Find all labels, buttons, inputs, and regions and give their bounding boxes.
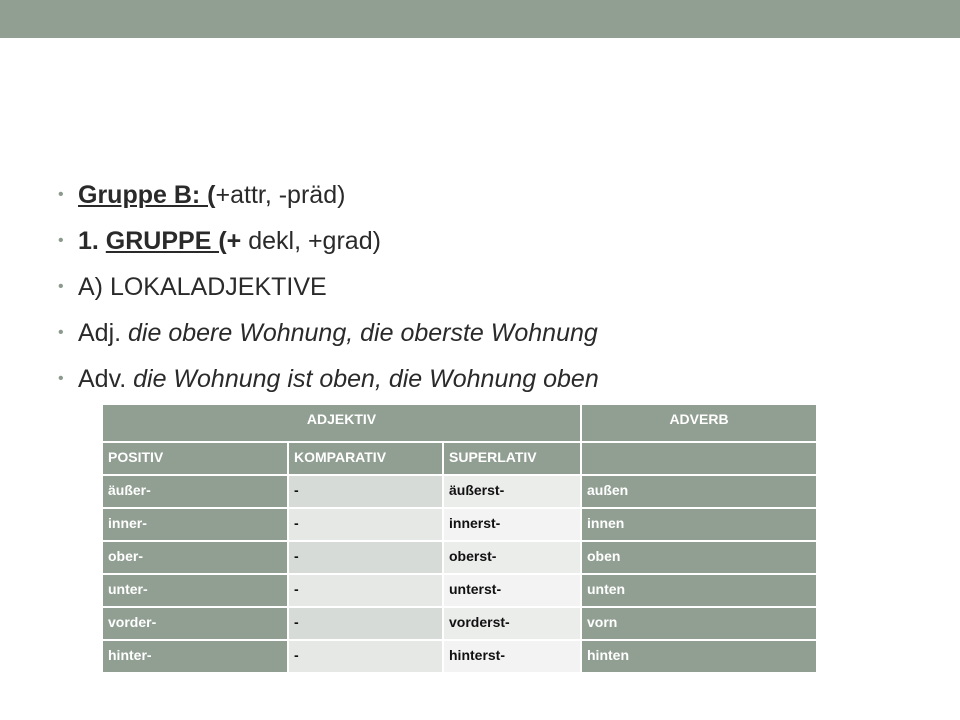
bullet-icon: • — [58, 370, 64, 387]
bullet-text: A) LOKALADJEKTIVE — [78, 273, 327, 301]
cell-komparativ: - — [288, 640, 443, 673]
cell-superlativ: hinterst- — [443, 640, 581, 673]
bullet-lead-text: Adv. — [78, 365, 134, 393]
column-header-positiv: POSITIV — [102, 442, 288, 475]
cell-komparativ: - — [288, 607, 443, 640]
cell-superlativ: innerst- — [443, 508, 581, 541]
bullet-list — [58, 172, 599, 402]
column-header-empty — [581, 442, 817, 475]
bullet-item-lokaladjektive — [58, 264, 599, 310]
table-row — [102, 607, 817, 640]
bullet-item-gruppe-b — [58, 172, 599, 218]
cell-positiv: ober- — [102, 541, 288, 574]
table-row — [102, 574, 817, 607]
cell-superlativ: vorderst- — [443, 607, 581, 640]
bullet-lead-text: Adj. — [78, 319, 129, 347]
table-row — [102, 541, 817, 574]
cell-adverb: außen — [581, 475, 817, 508]
bullet-bold-text: + — [226, 227, 249, 255]
column-header-superlativ: SUPERLATIV — [443, 442, 581, 475]
cell-komparativ: - — [288, 574, 443, 607]
bullet-example-text: die obere Wohnung, die oberste Wohnung — [128, 319, 598, 347]
cell-positiv: vorder- — [102, 607, 288, 640]
bullet-example-text: die Wohnung ist oben, die Wohnung oben — [133, 365, 599, 393]
table-row — [102, 640, 817, 673]
cell-komparativ: - — [288, 475, 443, 508]
table-group-header-row — [102, 404, 817, 442]
table-column-header-row — [102, 442, 817, 475]
cell-superlativ: unterst- — [443, 574, 581, 607]
bullet-icon: • — [58, 278, 64, 295]
table-row — [102, 508, 817, 541]
header-adverb: ADVERB — [581, 404, 817, 442]
bullet-underlined-text: Gruppe B: ( — [78, 181, 216, 209]
bullet-icon: • — [58, 232, 64, 249]
cell-adverb: hinten — [581, 640, 817, 673]
bullet-item-gruppe-1 — [58, 218, 599, 264]
cell-komparativ: - — [288, 508, 443, 541]
cell-positiv: inner- — [102, 508, 288, 541]
bullet-item-adv-example — [58, 356, 599, 402]
bullet-text: +attr, -präd) — [215, 181, 346, 209]
cell-superlativ: äußerst- — [443, 475, 581, 508]
bullet-text: dekl, +grad) — [248, 227, 381, 255]
cell-positiv: äußer- — [102, 475, 288, 508]
cell-adverb: vorn — [581, 607, 817, 640]
comparison-table — [101, 403, 818, 674]
bullet-underlined-text: GRUPPE ( — [105, 227, 227, 255]
bullet-icon: • — [58, 186, 64, 203]
header-adjektiv: ADJEKTIV — [102, 404, 581, 442]
bullet-icon: • — [58, 324, 64, 341]
bullet-item-adj-example — [58, 310, 599, 356]
column-header-komparativ: KOMPARATIV — [288, 442, 443, 475]
cell-adverb: innen — [581, 508, 817, 541]
cell-positiv: unter- — [102, 574, 288, 607]
cell-adverb: unten — [581, 574, 817, 607]
cell-superlativ: oberst- — [443, 541, 581, 574]
cell-positiv: hinter- — [102, 640, 288, 673]
cell-adverb: oben — [581, 541, 817, 574]
bullet-bold-text: 1. — [78, 227, 106, 255]
table-row — [102, 475, 817, 508]
top-accent-bar — [0, 0, 960, 38]
cell-komparativ: - — [288, 541, 443, 574]
